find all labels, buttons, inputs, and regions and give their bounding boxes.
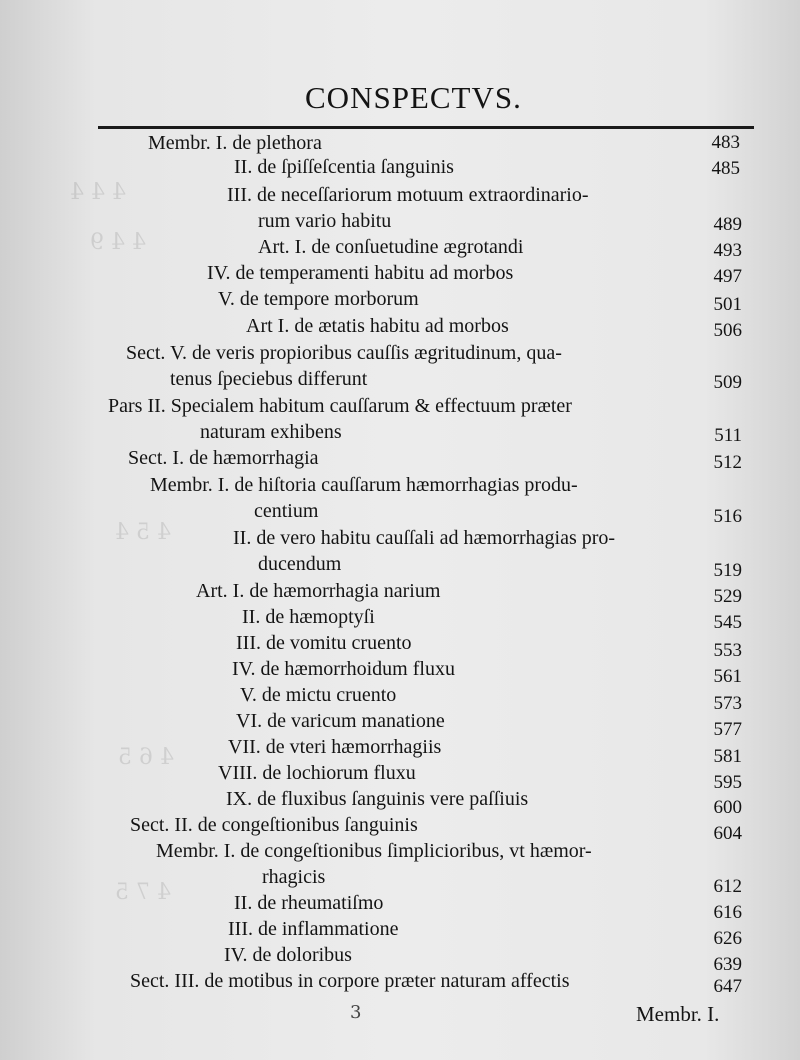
toc-entry: Sect. II. de congeſtionibus ſanguinis bbox=[130, 814, 418, 836]
toc-entry: VIII. de lochiorum fluxu bbox=[218, 762, 416, 784]
toc-entry: VII. de vteri hæmorrhagiis bbox=[228, 736, 442, 758]
toc-page-number: 512 bbox=[713, 452, 742, 473]
toc-entry: Sect. V. de veris propioribus cauſſis ægritudinum, qua- bbox=[126, 342, 562, 364]
toc-page-number: 626 bbox=[713, 928, 742, 949]
toc-entry: rhagicis bbox=[262, 866, 326, 888]
toc-page-number: 595 bbox=[713, 772, 742, 793]
toc-page-number: 483 bbox=[711, 132, 740, 153]
toc-page-number: 581 bbox=[713, 746, 742, 767]
toc-page-number: 501 bbox=[713, 294, 742, 315]
bleed-through: 4 6 5 bbox=[118, 745, 174, 770]
toc-entry: II. de rheumatiſmo bbox=[234, 892, 384, 914]
toc-entry: II. de vero habitu cauſſali ad hæmorrhagias pro- bbox=[233, 527, 616, 549]
toc-entry: IV. de doloribus bbox=[224, 944, 352, 966]
toc-page-number: 577 bbox=[713, 719, 742, 740]
toc-page-number: 639 bbox=[713, 954, 742, 975]
toc-entry: VI. de varicum manatione bbox=[236, 710, 445, 732]
toc-page-number: 573 bbox=[713, 693, 742, 714]
bleed-through: 4 4 9 bbox=[90, 230, 146, 255]
toc-page-number: 493 bbox=[713, 240, 742, 261]
toc-entry: IX. de fluxibus ſanguinis vere paſſiuis bbox=[226, 788, 529, 810]
toc-entry: III. de neceſſariorum motuum extraordinario- bbox=[227, 184, 589, 206]
toc-page-number: 545 bbox=[713, 612, 742, 633]
toc-entry: II. de ſpiſſeſcentia ſanguinis bbox=[234, 156, 454, 178]
toc-entry: Membr. I. de hiſtoria cauſſarum hæmorrhagias produ- bbox=[150, 474, 578, 496]
toc-page-number: 553 bbox=[713, 640, 742, 661]
toc-entry: IV. de temperamenti habitu ad morbos bbox=[207, 262, 514, 284]
toc-page-number: 506 bbox=[713, 320, 742, 341]
toc-page-number: 612 bbox=[713, 876, 742, 897]
toc-entry: II. de hæmoptyſi bbox=[242, 606, 375, 628]
bleed-through: 4 4 4 bbox=[70, 180, 126, 205]
signature-mark: 3 bbox=[350, 1002, 362, 1023]
toc-entry: Art I. de ætatis habitu ad morbos bbox=[246, 315, 509, 337]
toc-page-number: 529 bbox=[713, 586, 742, 607]
toc-page-number: 516 bbox=[713, 506, 742, 527]
toc-entry: Sect. I. de hæmorrhagia bbox=[128, 447, 319, 469]
toc-entry: Sect. III. de motibus in corpore præter naturam affectis bbox=[130, 970, 570, 992]
toc-entry: Membr. I. de congeſtionibus ſimplicioribus, vt hæmor- bbox=[156, 840, 592, 862]
toc-entry: V. de mictu cruento bbox=[240, 684, 397, 706]
toc-entry: V. de tempore morborum bbox=[218, 288, 419, 310]
toc-page-number: 511 bbox=[714, 425, 742, 446]
toc-entry: Membr. I. de plethora bbox=[148, 132, 322, 154]
toc-entry: ducendum bbox=[258, 553, 342, 575]
toc-page-number: 497 bbox=[713, 266, 742, 287]
bleed-through: 4 7 5 bbox=[115, 880, 171, 905]
toc-entry: naturam exhibens bbox=[200, 421, 342, 443]
toc-page-number: 561 bbox=[713, 666, 742, 687]
toc-entry: IV. de hæmorrhoidum fluxu bbox=[232, 658, 455, 680]
toc-entry: centium bbox=[254, 500, 319, 522]
toc-page-number: 647 bbox=[713, 976, 742, 997]
toc-page-number: 509 bbox=[713, 372, 742, 393]
toc-entry: Art. I. de hæmorrhagia narium bbox=[196, 580, 441, 602]
page-title: CONSPECTVS. bbox=[305, 80, 522, 115]
toc-entry: III. de vomitu cruento bbox=[236, 632, 412, 654]
bleed-through: 4 5 4 bbox=[115, 520, 171, 545]
toc-page-number: 489 bbox=[713, 214, 742, 235]
toc-entry: Art. I. de conſuetudine ægrotandi bbox=[258, 236, 524, 258]
catchword: Membr. I. bbox=[636, 1002, 720, 1026]
toc-entry: Pars II. Specialem habitum cauſſarum & effectuum præter bbox=[108, 395, 572, 417]
toc-page-number: 616 bbox=[713, 902, 742, 923]
toc-page-number: 519 bbox=[713, 560, 742, 581]
toc-entry: rum vario habitu bbox=[258, 210, 392, 232]
toc-entry: III. de inflammatione bbox=[228, 918, 399, 940]
toc-entry: tenus ſpeciebus differunt bbox=[170, 368, 368, 390]
toc-page-number: 604 bbox=[713, 823, 742, 844]
toc-page-number: 600 bbox=[713, 797, 742, 818]
toc-page-number: 485 bbox=[711, 158, 740, 179]
